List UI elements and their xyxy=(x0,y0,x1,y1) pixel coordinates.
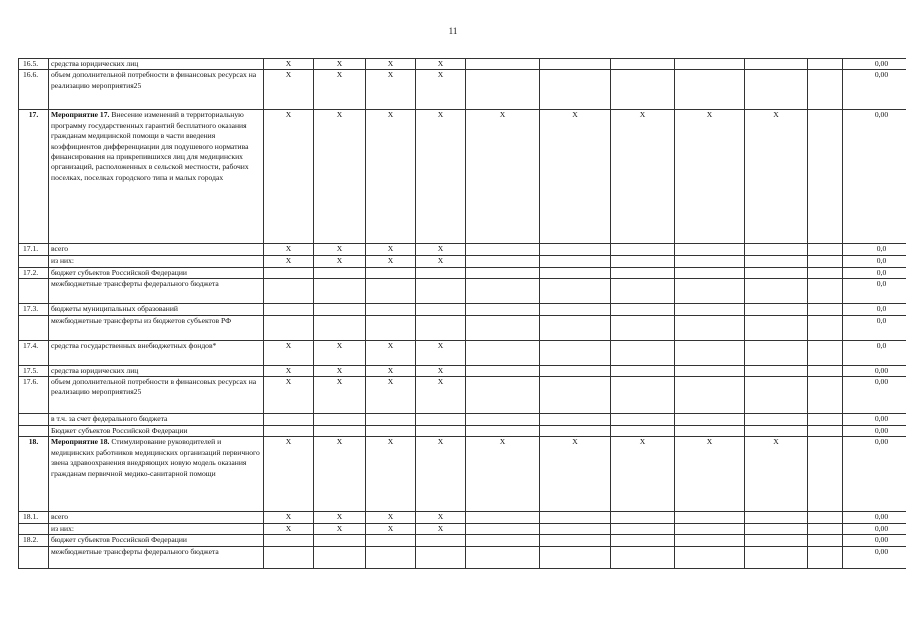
row-description xyxy=(49,377,264,414)
value-cell xyxy=(264,426,314,437)
value-cell: Х xyxy=(466,110,540,244)
value-cell xyxy=(675,377,745,414)
value-cell xyxy=(611,279,675,304)
description-text: Бюджет субъектов Российской Федерации xyxy=(51,426,188,436)
value-cell: Х xyxy=(745,437,808,512)
value-cell xyxy=(808,70,843,110)
value-cell: Х xyxy=(675,110,745,244)
value-cell xyxy=(745,546,808,568)
description-text: межбюджетные трансферты федерального бюджета xyxy=(51,546,219,556)
value-cell xyxy=(808,414,843,426)
value-cell: Х xyxy=(366,70,416,110)
value-cell xyxy=(611,70,675,110)
value-cell xyxy=(366,279,416,304)
row-number: 18. xyxy=(19,437,49,512)
value-cell xyxy=(366,546,416,568)
total-cell: 0,0 xyxy=(843,315,906,340)
value-cell xyxy=(745,256,808,267)
value-cell: Х xyxy=(540,437,611,512)
value-cell xyxy=(264,535,314,546)
value-cell: Х xyxy=(314,365,366,376)
row-description xyxy=(49,279,264,304)
table-row xyxy=(19,110,906,244)
value-cell xyxy=(416,535,466,546)
value-cell xyxy=(466,256,540,267)
value-cell: Х xyxy=(264,59,314,70)
value-cell xyxy=(366,315,416,340)
value-cell: Х xyxy=(366,340,416,365)
value-cell xyxy=(611,377,675,414)
value-cell xyxy=(675,523,745,534)
value-cell: Х xyxy=(366,523,416,534)
total-cell: 0,0 xyxy=(843,340,906,365)
value-cell: Х xyxy=(366,59,416,70)
value-cell xyxy=(314,304,366,315)
value-cell xyxy=(675,340,745,365)
value-cell xyxy=(416,267,466,278)
row-description xyxy=(49,546,264,568)
row-number: 17.3. xyxy=(19,304,49,315)
value-cell: Х xyxy=(264,244,314,256)
total-cell: 0,00 xyxy=(843,546,906,568)
value-cell xyxy=(808,315,843,340)
total-cell: 0,0 xyxy=(843,279,906,304)
row-number: 18.1. xyxy=(19,512,49,523)
value-cell xyxy=(366,304,416,315)
value-cell xyxy=(466,279,540,304)
value-cell xyxy=(808,267,843,278)
row-description xyxy=(49,414,264,426)
table-row xyxy=(19,267,906,278)
value-cell xyxy=(808,304,843,315)
value-cell xyxy=(466,59,540,70)
description-text: из них: xyxy=(51,523,74,533)
row-description xyxy=(49,365,264,376)
table-row xyxy=(19,315,906,340)
value-cell xyxy=(540,59,611,70)
value-cell: Х xyxy=(264,523,314,534)
value-cell: Х xyxy=(416,437,466,512)
value-cell xyxy=(745,279,808,304)
value-cell xyxy=(745,377,808,414)
table-row xyxy=(19,437,906,512)
description-text: бюджеты муниципальных образований xyxy=(51,304,178,314)
value-cell xyxy=(675,426,745,437)
description-text: объем дополнительной потребности в финансовых ресурсах на реализацию мероприятия25 xyxy=(51,70,257,90)
row-description xyxy=(49,256,264,267)
value-cell xyxy=(314,267,366,278)
value-cell: Х xyxy=(745,110,808,244)
value-cell: Х xyxy=(314,377,366,414)
row-description xyxy=(49,535,264,546)
value-cell: Х xyxy=(366,365,416,376)
page-number: 11 xyxy=(448,26,458,36)
value-cell: Х xyxy=(366,377,416,414)
value-cell xyxy=(611,365,675,376)
value-cell: Х xyxy=(264,512,314,523)
value-cell xyxy=(808,437,843,512)
value-cell: Х xyxy=(314,340,366,365)
value-cell xyxy=(264,315,314,340)
row-number: 17.6. xyxy=(19,377,49,414)
value-cell xyxy=(416,279,466,304)
value-cell xyxy=(416,414,466,426)
row-description xyxy=(49,512,264,523)
value-cell xyxy=(314,535,366,546)
value-cell xyxy=(675,315,745,340)
value-cell xyxy=(611,304,675,315)
value-cell xyxy=(808,426,843,437)
table-row xyxy=(19,414,906,426)
value-cell xyxy=(466,512,540,523)
row-number xyxy=(19,315,49,340)
table-body xyxy=(19,59,906,569)
row-number xyxy=(19,426,49,437)
value-cell: Х xyxy=(264,437,314,512)
total-cell: 0,00 xyxy=(843,414,906,426)
measure-title: Мероприятие 18. xyxy=(51,437,110,447)
total-cell: 0,00 xyxy=(843,70,906,110)
value-cell xyxy=(540,365,611,376)
value-cell: Х xyxy=(366,437,416,512)
table-row xyxy=(19,256,906,267)
value-cell xyxy=(366,267,416,278)
value-cell: Х xyxy=(416,59,466,70)
value-cell xyxy=(745,426,808,437)
row-number: 17.4. xyxy=(19,340,49,365)
row-number xyxy=(19,523,49,534)
row-description xyxy=(49,304,264,315)
table-row xyxy=(19,340,906,365)
total-cell: 0,00 xyxy=(843,512,906,523)
value-cell xyxy=(745,535,808,546)
value-cell xyxy=(416,546,466,568)
value-cell xyxy=(745,59,808,70)
value-cell xyxy=(808,279,843,304)
description-text: всего xyxy=(51,244,69,254)
value-cell: Х xyxy=(416,256,466,267)
value-cell: Х xyxy=(264,340,314,365)
value-cell xyxy=(745,70,808,110)
value-cell xyxy=(540,279,611,304)
total-cell: 0,00 xyxy=(843,365,906,376)
value-cell xyxy=(466,546,540,568)
row-number xyxy=(19,279,49,304)
description-text: межбюджетные трансферты федерального бюджета xyxy=(51,279,219,289)
row-description xyxy=(49,267,264,278)
description-text: из них: xyxy=(51,256,74,266)
row-number xyxy=(19,256,49,267)
value-cell: Х xyxy=(611,110,675,244)
value-cell xyxy=(611,267,675,278)
value-cell xyxy=(466,377,540,414)
value-cell xyxy=(611,426,675,437)
row-description xyxy=(49,315,264,340)
table-row xyxy=(19,244,906,256)
value-cell xyxy=(264,279,314,304)
value-cell: Х xyxy=(314,437,366,512)
value-cell: Х xyxy=(264,377,314,414)
value-cell xyxy=(314,414,366,426)
value-cell: Х xyxy=(366,512,416,523)
value-cell xyxy=(366,426,416,437)
total-cell: 0,00 xyxy=(843,110,906,244)
value-cell xyxy=(675,267,745,278)
measure-title: Мероприятие 17. xyxy=(51,110,110,120)
value-cell xyxy=(540,377,611,414)
table-row xyxy=(19,426,906,437)
value-cell xyxy=(540,256,611,267)
value-cell xyxy=(675,365,745,376)
value-cell: Х xyxy=(416,340,466,365)
value-cell: Х xyxy=(416,377,466,414)
value-cell: Х xyxy=(264,256,314,267)
value-cell xyxy=(675,70,745,110)
value-cell xyxy=(675,256,745,267)
value-cell xyxy=(611,340,675,365)
value-cell xyxy=(466,315,540,340)
value-cell xyxy=(540,304,611,315)
value-cell xyxy=(466,267,540,278)
value-cell xyxy=(808,535,843,546)
description-text: всего xyxy=(51,512,69,522)
description-text: объем дополнительной потребности в финансовых ресурсах на реализацию мероприятия25 xyxy=(51,377,257,397)
value-cell: Х xyxy=(416,70,466,110)
value-cell xyxy=(540,244,611,256)
value-cell xyxy=(314,546,366,568)
value-cell xyxy=(466,426,540,437)
value-cell xyxy=(808,365,843,376)
row-number xyxy=(19,546,49,568)
value-cell xyxy=(745,267,808,278)
value-cell: Х xyxy=(314,244,366,256)
value-cell xyxy=(745,414,808,426)
total-cell: 0,0 xyxy=(843,244,906,256)
value-cell: Х xyxy=(366,244,416,256)
value-cell xyxy=(745,244,808,256)
row-number: 17.5. xyxy=(19,365,49,376)
value-cell xyxy=(745,512,808,523)
value-cell xyxy=(366,414,416,426)
row-description xyxy=(49,70,264,110)
value-cell xyxy=(675,244,745,256)
value-cell: Х xyxy=(366,256,416,267)
row-description xyxy=(49,523,264,534)
table-row xyxy=(19,546,906,568)
description-text: Стимулирование руководителей и медицинских работников медицинских организаций первичного звена здравоохранения внедряющих новую модель оказания гражданам первичной медико-санитарной помощи xyxy=(51,437,260,478)
value-cell xyxy=(808,244,843,256)
description-text: средства государственных внебюджетных фондов* xyxy=(51,340,217,350)
value-cell: Х xyxy=(314,110,366,244)
value-cell xyxy=(466,304,540,315)
value-cell: Х xyxy=(416,523,466,534)
table-row xyxy=(19,365,906,376)
total-cell: 0,00 xyxy=(843,437,906,512)
value-cell xyxy=(745,304,808,315)
value-cell xyxy=(808,340,843,365)
total-cell: 0,0 xyxy=(843,304,906,315)
value-cell xyxy=(416,426,466,437)
table-row xyxy=(19,512,906,523)
row-description xyxy=(49,59,264,70)
value-cell xyxy=(675,279,745,304)
value-cell xyxy=(366,535,416,546)
row-number: 17.2. xyxy=(19,267,49,278)
value-cell xyxy=(314,279,366,304)
value-cell: Х xyxy=(314,70,366,110)
value-cell: Х xyxy=(675,437,745,512)
value-cell: Х xyxy=(264,70,314,110)
value-cell xyxy=(745,523,808,534)
value-cell xyxy=(675,546,745,568)
value-cell xyxy=(611,535,675,546)
value-cell xyxy=(611,315,675,340)
description-text: в т.ч. за счет федерального бюджета xyxy=(51,414,168,424)
value-cell: Х xyxy=(540,110,611,244)
value-cell xyxy=(808,512,843,523)
value-cell xyxy=(745,315,808,340)
value-cell xyxy=(540,315,611,340)
value-cell xyxy=(540,546,611,568)
total-cell: 0,00 xyxy=(843,535,906,546)
value-cell xyxy=(675,304,745,315)
description-text: средства юридических лиц xyxy=(51,365,139,375)
value-cell xyxy=(611,414,675,426)
description-text: бюджет субъектов Российской Федерации xyxy=(51,267,187,277)
value-cell: Х xyxy=(314,523,366,534)
value-cell xyxy=(611,244,675,256)
value-cell xyxy=(466,535,540,546)
value-cell xyxy=(611,59,675,70)
row-description xyxy=(49,110,264,244)
value-cell: Х xyxy=(611,437,675,512)
value-cell xyxy=(808,546,843,568)
total-cell: 0,00 xyxy=(843,59,906,70)
value-cell xyxy=(416,304,466,315)
value-cell xyxy=(611,512,675,523)
row-description xyxy=(49,244,264,256)
value-cell xyxy=(808,523,843,534)
value-cell: Х xyxy=(416,365,466,376)
row-number: 16.6. xyxy=(19,70,49,110)
value-cell xyxy=(675,535,745,546)
value-cell xyxy=(808,377,843,414)
value-cell xyxy=(416,315,466,340)
value-cell: Х xyxy=(314,512,366,523)
value-cell: Х xyxy=(366,110,416,244)
value-cell: Х xyxy=(416,512,466,523)
value-cell xyxy=(540,267,611,278)
row-number: 17.1. xyxy=(19,244,49,256)
value-cell: Х xyxy=(264,365,314,376)
description-text: межбюджетные трансферты из бюджетов субъектов РФ xyxy=(51,315,232,325)
value-cell xyxy=(675,59,745,70)
value-cell xyxy=(264,414,314,426)
value-cell xyxy=(675,512,745,523)
value-cell xyxy=(466,70,540,110)
value-cell: Х xyxy=(314,256,366,267)
row-description xyxy=(49,437,264,512)
table-row xyxy=(19,377,906,414)
value-cell xyxy=(466,340,540,365)
table-row xyxy=(19,523,906,534)
value-cell xyxy=(314,315,366,340)
row-number: 16.5. xyxy=(19,59,49,70)
total-cell: 0,00 xyxy=(843,377,906,414)
row-description xyxy=(49,426,264,437)
budget-table xyxy=(18,58,906,569)
total-cell: 0,00 xyxy=(843,523,906,534)
value-cell xyxy=(264,267,314,278)
value-cell xyxy=(745,340,808,365)
value-cell: Х xyxy=(416,244,466,256)
value-cell xyxy=(540,512,611,523)
value-cell xyxy=(540,340,611,365)
row-number: 18.2. xyxy=(19,535,49,546)
description-text: средства юридических лиц xyxy=(51,59,139,68)
value-cell: Х xyxy=(264,110,314,244)
value-cell xyxy=(540,70,611,110)
value-cell xyxy=(675,414,745,426)
value-cell xyxy=(611,546,675,568)
total-cell: 0,0 xyxy=(843,267,906,278)
value-cell xyxy=(540,535,611,546)
value-cell xyxy=(466,244,540,256)
value-cell xyxy=(314,426,366,437)
value-cell: Х xyxy=(416,110,466,244)
value-cell xyxy=(611,523,675,534)
value-cell xyxy=(540,414,611,426)
row-description xyxy=(49,340,264,365)
value-cell xyxy=(808,256,843,267)
table-row xyxy=(19,70,906,110)
value-cell xyxy=(745,365,808,376)
table-row xyxy=(19,59,906,70)
table-row xyxy=(19,279,906,304)
value-cell xyxy=(264,304,314,315)
table-row xyxy=(19,304,906,315)
description-text: бюджет субъектов Российской Федерации xyxy=(51,535,187,545)
value-cell xyxy=(264,546,314,568)
value-cell xyxy=(540,523,611,534)
value-cell xyxy=(466,523,540,534)
table-row xyxy=(19,535,906,546)
value-cell xyxy=(466,365,540,376)
value-cell xyxy=(808,110,843,244)
total-cell: 0,0 xyxy=(843,256,906,267)
row-number xyxy=(19,414,49,426)
row-number: 17. xyxy=(19,110,49,244)
value-cell xyxy=(808,59,843,70)
description-text: Внесение изменений в территориальную программу государственных гарантий бесплатного оказания гражданам медицинской помощи в части введения коэффициентов дифференциации для подушевого норматива финансирования на прикрепившихся лиц для медицинских организаций, расположенных в сельской местности, рабочих поселках, поселках городского типа и малых городах xyxy=(51,110,249,182)
value-cell: Х xyxy=(466,437,540,512)
total-cell: 0,00 xyxy=(843,426,906,437)
value-cell xyxy=(611,256,675,267)
value-cell xyxy=(540,426,611,437)
value-cell xyxy=(466,414,540,426)
value-cell: Х xyxy=(314,59,366,70)
